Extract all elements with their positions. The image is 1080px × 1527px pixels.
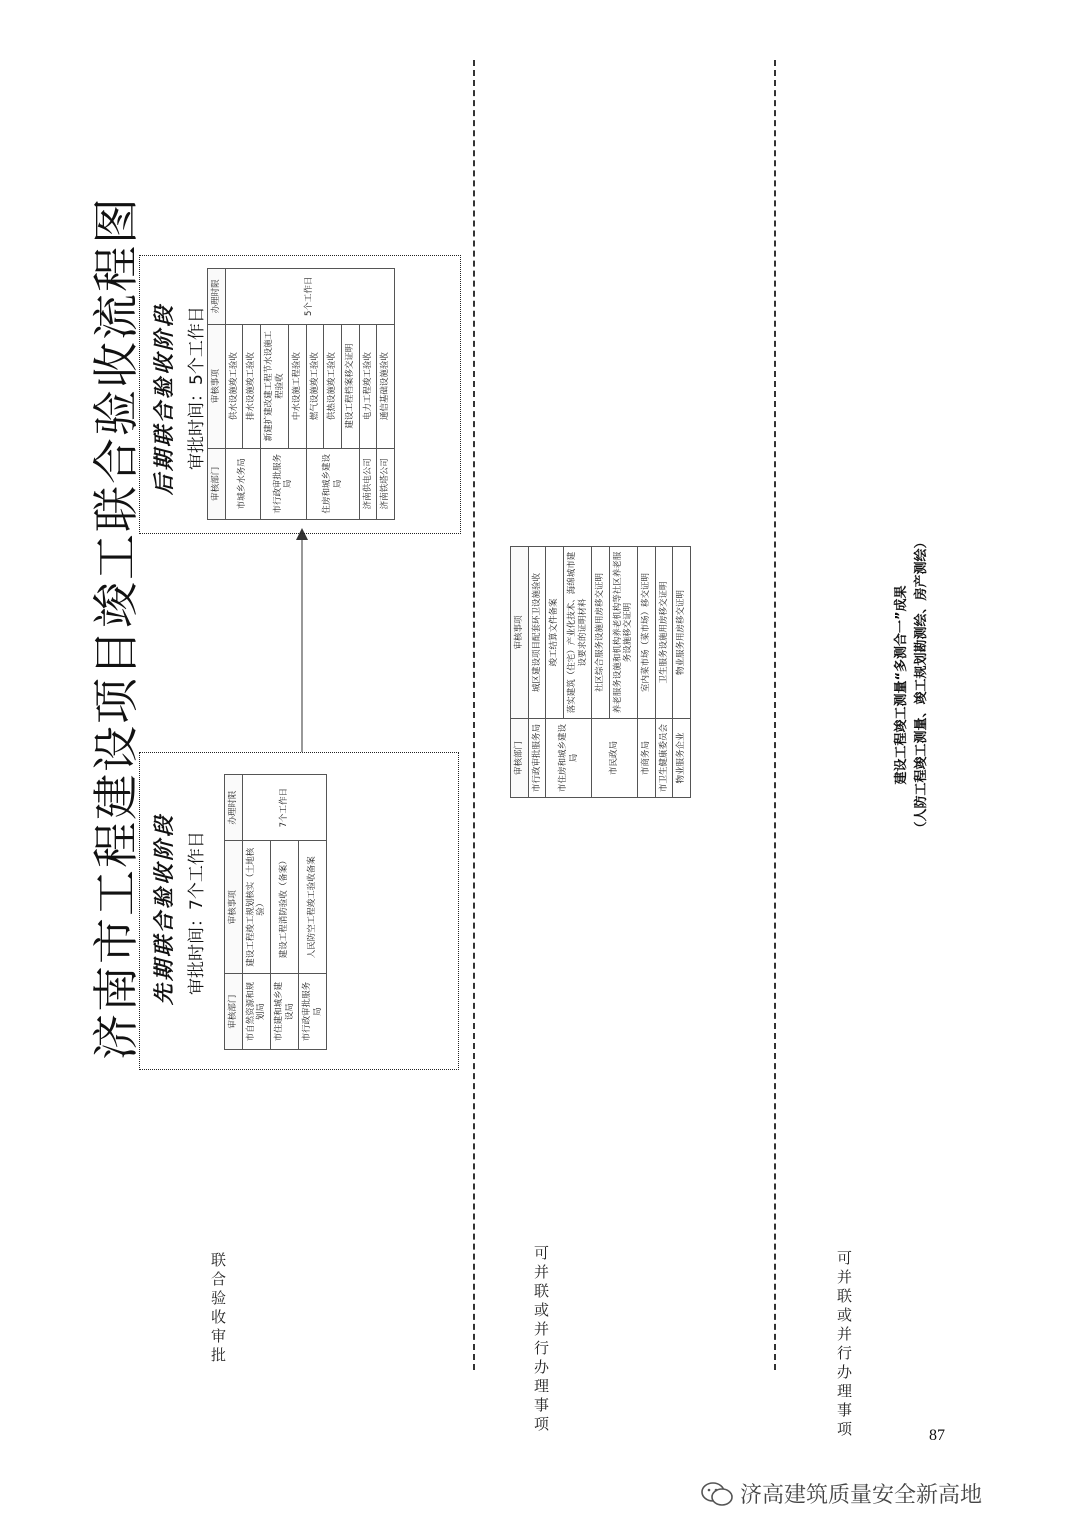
dept-cell: 市住房和城乡建设局: [546, 719, 592, 798]
dept-cell: 济南铁塔公司: [377, 448, 395, 519]
table-row: [655, 547, 673, 798]
item-cell: 排水设施竣工验收: [243, 324, 261, 448]
header-item: 审核事项: [225, 841, 243, 974]
dept-cell: 市行政审批服务局: [299, 974, 327, 1050]
survey-text: [892, 525, 932, 845]
page-title: 济南市工程建设项目竣工联合验收流程图: [89, 196, 143, 1060]
table-row: [242, 775, 270, 1050]
item-cell: 通信基础设施验收: [377, 324, 395, 448]
dept-cell: 市城乡水务局: [225, 448, 260, 519]
parallel-table: [510, 546, 691, 798]
dept-cell: 市民政局: [592, 719, 638, 798]
header-item: 审核事项: [208, 324, 226, 448]
flow-arrow: [292, 528, 312, 754]
header-item: 审核事项: [511, 547, 529, 719]
page-number: 87: [929, 1427, 945, 1444]
item-cell: 卫生服务设施用房移交证明: [655, 547, 673, 719]
dept-cell: 物业服务企业: [673, 719, 691, 798]
dept-cell: 市自然资源和规划局: [242, 974, 270, 1050]
front-stage-table: [224, 774, 327, 1050]
separator-line-2: [774, 60, 776, 1370]
dept-cell: 市卫生健康委员会: [655, 719, 673, 798]
item-cell: 建设工程竣工规划核实（土地核验）: [242, 841, 270, 974]
dept-cell: 市住建和城乡建设局: [270, 974, 298, 1050]
table-row: [638, 547, 656, 798]
table-row: [528, 547, 546, 798]
table-header-row: [225, 775, 243, 1050]
watermark-text: 济高建筑质量安全新高地: [740, 1483, 983, 1508]
item-cell: 电力工程竣工验收: [359, 324, 377, 448]
front-stage-table-wrap: [224, 774, 327, 1050]
dept-cell: 济南供电公司: [359, 448, 377, 519]
front-stage-time: 审批时间：7个工作日: [187, 831, 207, 995]
item-cell: 室内菜市场（菜市场）移交证明: [638, 547, 656, 719]
survey-items-label: 可并联或并行办理事项: [835, 1250, 853, 1440]
item-cell: 建设工程档案移交证明: [342, 324, 360, 448]
item-cell: 养老服务设施和机构养老机构等社区养老服务设施移交证明: [609, 547, 637, 719]
item-cell: 社区综合服务设施用房移交证明: [592, 547, 610, 719]
table-row: [592, 547, 610, 798]
back-stage-table-wrap: [207, 268, 395, 520]
item-cell: 燃气设施竣工验收: [306, 324, 324, 448]
header-dept: 审核部门: [208, 448, 226, 519]
survey-line-1: 建设工程竣工测量“多测合一”成果: [894, 585, 909, 785]
table-row: [673, 547, 691, 798]
parallel-items-label: 可并联或并行办理事项: [532, 1245, 550, 1435]
item-cell: 新建扩建改建工程节水设施工程验收: [260, 324, 288, 448]
dept-cell: 市商务局: [638, 719, 656, 798]
parallel-table-wrap: [510, 546, 691, 798]
back-stage-name: 后期联合验收阶段: [151, 303, 176, 495]
table-header-row: [511, 547, 529, 798]
header-dept: 审核部门: [225, 974, 243, 1050]
back-stage-table: [207, 268, 395, 520]
item-cell: 供水设施竣工验收: [225, 324, 243, 448]
survey-line-2: （人防工程竣工测量、竣工规划勘测绘、房产测绘）: [914, 535, 929, 835]
item-cell: 人民防空工程竣工验收备案: [299, 841, 327, 974]
item-cell: 落实建筑（住宅）产业化技术、海绵城市建设要求的证明材料: [563, 547, 591, 719]
item-cell: 城区建设项目配套环卫设施验收: [528, 547, 546, 719]
item-cell: 物业服务用房移交证明: [673, 547, 691, 719]
header-dept: 审核部门: [511, 719, 529, 798]
header-limit: 办理时限: [225, 775, 243, 841]
separator-line-1: [473, 60, 475, 1370]
dept-cell: 市行政审批服务局: [528, 719, 546, 798]
joint-acceptance-label: 联合验收审批: [209, 1252, 227, 1366]
item-cell: 供热设施竣工验收: [324, 324, 342, 448]
table-row: [546, 547, 564, 798]
dept-cell: 市行政审批服务局: [260, 448, 306, 519]
wechat-icon: [700, 1481, 734, 1507]
table-row: [225, 269, 243, 520]
watermark: [700, 1478, 982, 1509]
back-stage-time: 审批时间：5个工作日: [187, 306, 207, 470]
limit-cell: 5个工作日: [225, 269, 394, 325]
header-limit: 办理时限: [208, 269, 226, 325]
dept-cell: 住房和城乡建设局: [306, 448, 359, 519]
item-cell: 竣工结算文件备案: [546, 547, 564, 719]
limit-cell: 7个工作日: [242, 775, 327, 841]
front-stage-name: 先期联合验收阶段: [151, 813, 176, 1005]
item-cell: 建设工程消防验收（备案）: [270, 841, 298, 974]
table-header-row: [208, 269, 226, 520]
item-cell: 中水设施工程验收: [289, 324, 307, 448]
